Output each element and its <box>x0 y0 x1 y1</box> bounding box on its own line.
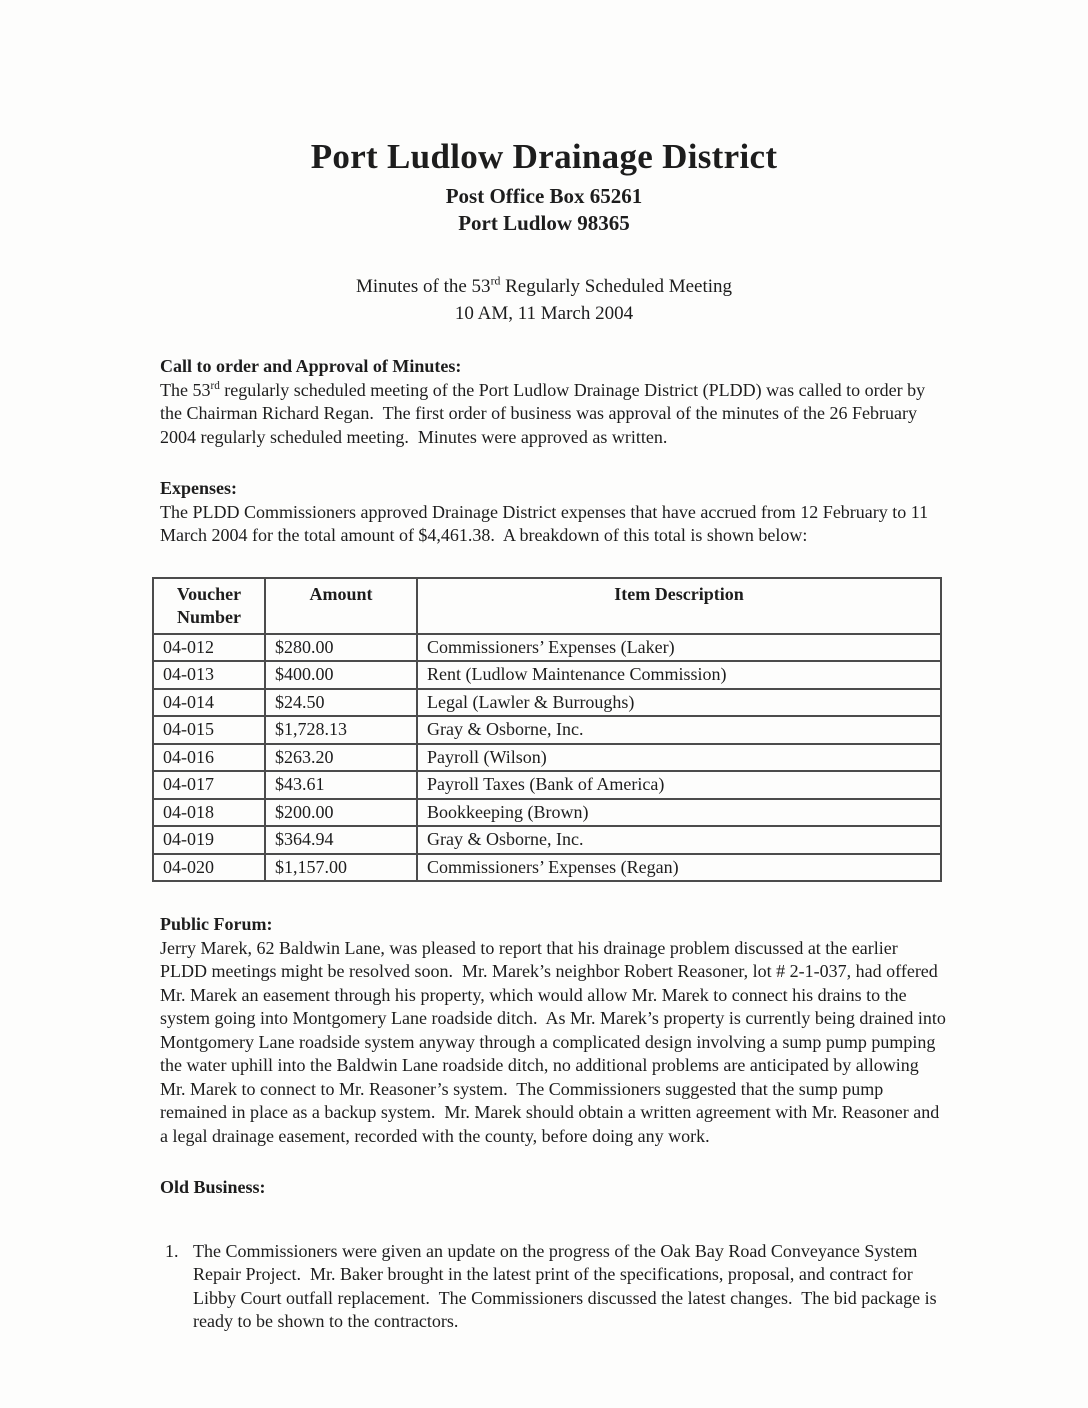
table-row <box>153 716 941 744</box>
voucher-number-cell: 04-013 <box>153 661 265 689</box>
table-row <box>153 744 941 772</box>
item-description-cell: Rent (Ludlow Maintenance Commission) <box>417 661 941 689</box>
address-line-2: Port Ludlow 98365 <box>458 211 630 235</box>
amount-cell: $43.61 <box>265 771 417 799</box>
item-description-cell: Gray & Osborne, Inc. <box>417 826 941 854</box>
section-expenses <box>160 477 948 548</box>
table-row <box>153 689 941 717</box>
table-header-voucher-number: Voucher Number <box>153 578 265 634</box>
voucher-number-cell: 04-014 <box>153 689 265 717</box>
meeting-subtitle <box>0 273 1088 327</box>
address-line-1: Post Office Box 65261 <box>445 184 643 208</box>
section-heading-old-business: Old Business: <box>160 1177 266 1197</box>
voucher-number-cell: 04-019 <box>153 826 265 854</box>
item-description-cell: Legal (Lawler & Burroughs) <box>417 689 941 717</box>
amount-cell: $1,728.13 <box>265 716 417 744</box>
item-description-cell: Payroll (Wilson) <box>417 744 941 772</box>
expense-table <box>152 577 942 883</box>
table-row <box>153 854 941 882</box>
section-old-business <box>160 1176 948 1334</box>
table-row <box>153 799 941 827</box>
section-heading-public-forum: Public Forum: <box>160 914 273 934</box>
amount-cell: $1,157.00 <box>265 854 417 882</box>
call-to-order-paragraph: The 53rd regularly scheduled meeting of the Port Ludlow Drainage District (PLDD) was called to order by the Chairman Richard Regan. The first order of business was approval of the minutes of the 26 February 2004 regularly scheduled meeting. Minutes were approved as written. <box>160 379 930 447</box>
old-business-item-1 <box>160 1240 948 1334</box>
meeting-line-2: 10 AM, 11 March 2004 <box>454 303 634 324</box>
amount-cell: $364.94 <box>265 826 417 854</box>
table-row <box>153 771 941 799</box>
amount-cell: $24.50 <box>265 689 417 717</box>
amount-cell: $263.20 <box>265 744 417 772</box>
document-header <box>0 0 1088 327</box>
amount-cell: $280.00 <box>265 634 417 662</box>
table-row <box>153 826 941 854</box>
amount-cell: $200.00 <box>265 799 417 827</box>
section-heading-expenses: Expenses: <box>160 478 238 498</box>
amount-cell: $400.00 <box>265 661 417 689</box>
item-description-cell: Payroll Taxes (Bank of America) <box>417 771 941 799</box>
voucher-number-cell: 04-017 <box>153 771 265 799</box>
table-row <box>153 634 941 662</box>
voucher-number-cell: 04-012 <box>153 634 265 662</box>
ordinal-superscript: rd <box>490 274 501 288</box>
item-description-cell: Commissioners’ Expenses (Laker) <box>417 634 941 662</box>
table-header-row <box>153 578 941 634</box>
item-description-cell: Bookkeeping (Brown) <box>417 799 941 827</box>
voucher-number-cell: 04-016 <box>153 744 265 772</box>
public-forum-paragraph: Jerry Marek, 62 Baldwin Lane, was pleased to report that his drainage problem discussed at the earlier PLDD meetings might be resolved soon. Mr. Marek’s neighbor Robert Reasoner, lot # 2-1-037, had offered Mr. Marek an easement through his property, which would allow Mr. Marek to connect his drains to the system going into Montgomery Lane roadside ditch. As Mr. Marek’s property is currently being drained into Montgomery Lane roadside system anyway through a complicated design involving a sump pump pumping the water uphill into the Baldwin Lane roadside ditch, no additional problems are anticipated by allowing Mr. Marek to connect to Mr. Reasoner’s system. The Commissioners suggested that the sump pump remained in place as a backup system. Mr. Marek should obtain a written agreement with Mr. Reasoner and a legal drainage easement, recorded with the county, before doing any work. <box>160 937 951 1146</box>
table-row <box>153 661 941 689</box>
document-body <box>160 355 951 1334</box>
section-public-forum <box>160 913 951 1148</box>
item-description-cell: Gray & Osborne, Inc. <box>417 716 941 744</box>
meeting-line-1: Minutes of the 53rd Regularly Scheduled Meeting <box>355 274 733 297</box>
voucher-number-cell: 04-018 <box>153 799 265 827</box>
section-call-to-order <box>160 355 948 449</box>
voucher-number-cell: 04-015 <box>153 716 265 744</box>
table-header-item-description: Item Description <box>417 578 941 634</box>
voucher-number-cell: 04-020 <box>153 854 265 882</box>
page-title: Port Ludlow Drainage District <box>310 137 778 176</box>
expenses-paragraph: The PLDD Commissioners approved Drainage District expenses that have accrued from 12 February to 11 March 2004 for the total amount of $4,461.38. A breakdown of this total is shown below: <box>160 501 933 545</box>
list-item-text: The Commissioners were given an update on the progress of the Oak Bay Road Conveyance System Repair Project. Mr. Baker brought in the latest print of the specifications, proposal, and contract for Libby Court outfall replacement. The Commissioners discussed the latest changes. The bid package is ready to be shown to the contractors. <box>193 1240 942 1331</box>
list-item-number: 1. <box>165 1240 179 1261</box>
table-header-amount: Amount <box>265 578 417 634</box>
ordinal-superscript: rd <box>210 379 220 392</box>
address-block <box>0 183 1088 237</box>
item-description-cell: Commissioners’ Expenses (Regan) <box>417 854 941 882</box>
section-heading-call-to-order: Call to order and Approval of Minutes: <box>160 356 462 376</box>
